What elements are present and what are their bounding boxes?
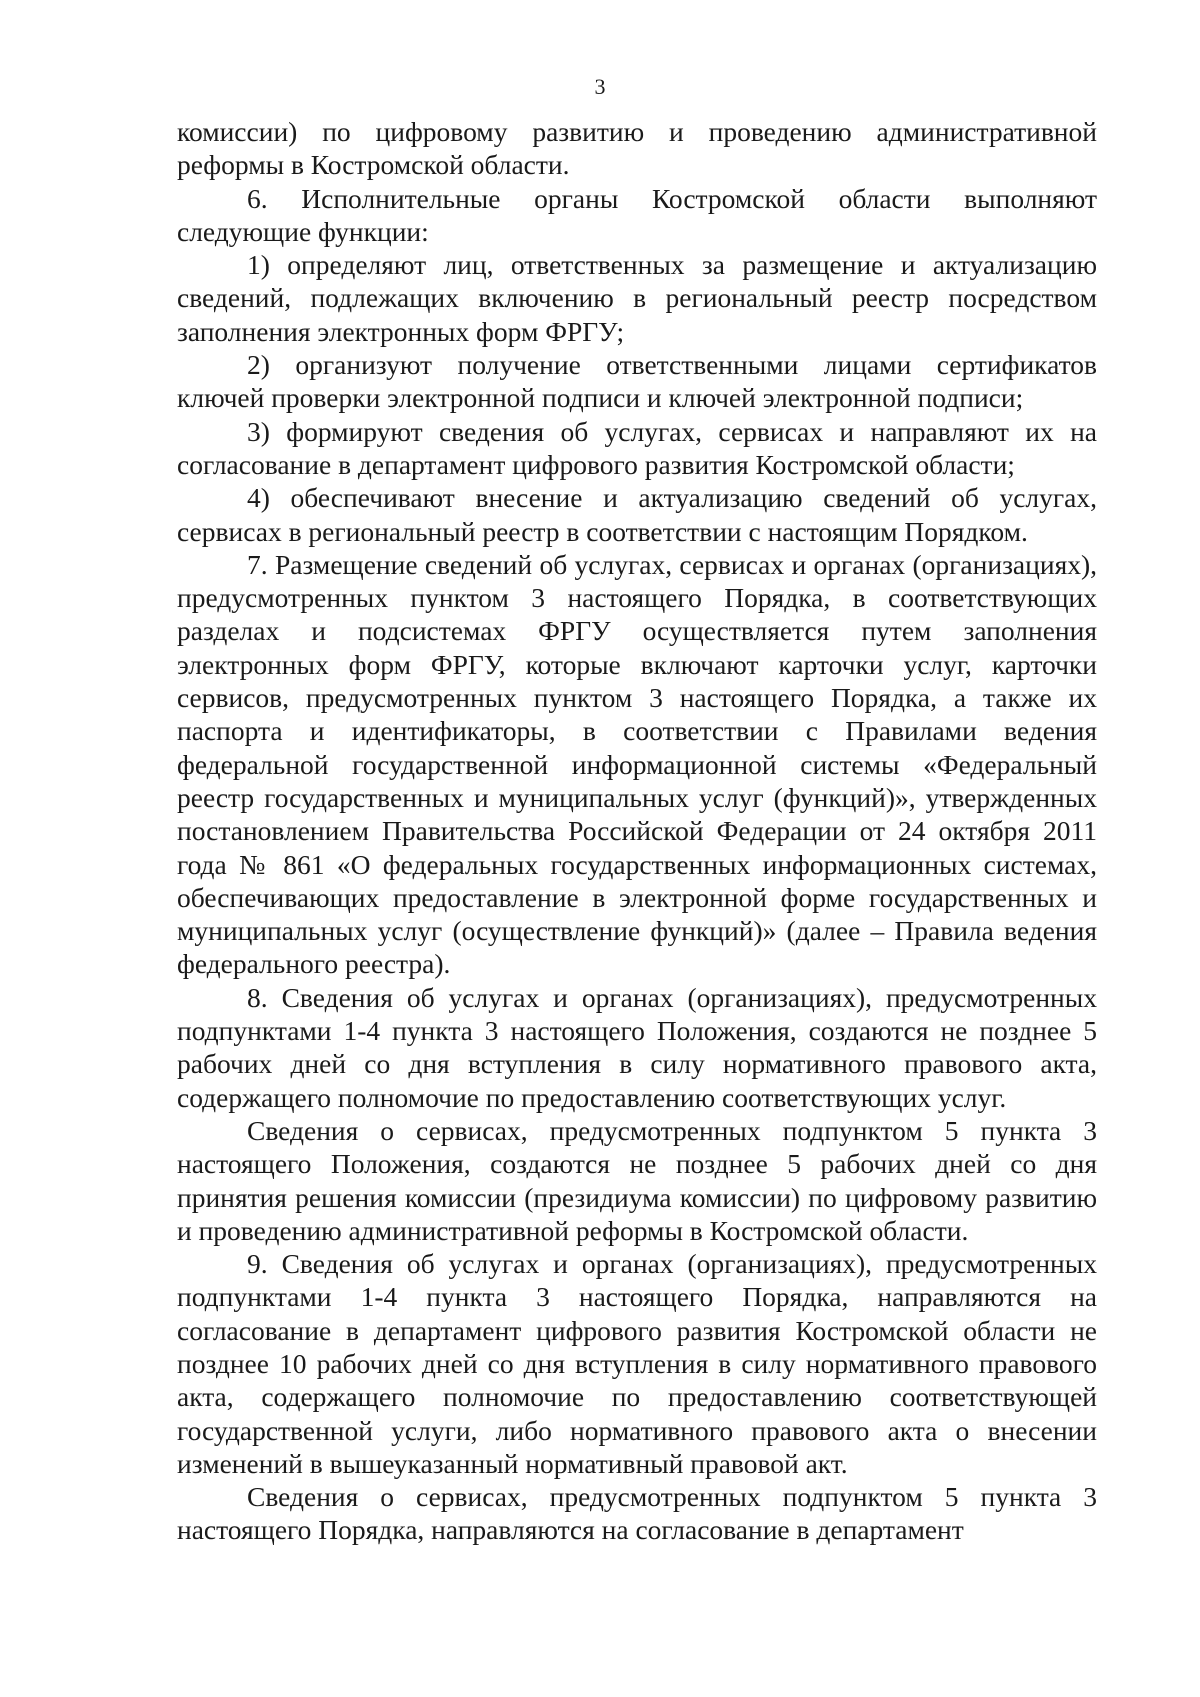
paragraph-subitem-3: 3) формируют сведения об услугах, сервисах и направляют их на согласование в департамент цифрового развития Костромской области; [177,415,1097,480]
page-number: 3 [594,74,606,99]
paragraph-item-8-services: Сведения о сервисах, предусмотренных подпунктом 5 пункта 3 настоящего Положения, создаются не позднее 5 рабочих дней со дня принятия решения комиссии (президиума комиссии) по цифровому развитию и проведению административной реформы в Костромской области. [177,1114,1097,1246]
paragraph-subitem-4: 4) обеспечивают внесение и актуализацию сведений об услугах, сервисах в региональный реестр в соответствии с настоящим Порядком. [177,482,1097,547]
paragraph-subitem-2: 2) организуют получение ответственными лицами сертификатов ключей проверки электронной подписи и ключей электронной подписи; [177,349,1097,414]
paragraph-item-7: 7. Размещение сведений об услугах, сервисах и органах (организациях), предусмотренных пунктом 3 настоящего Порядка, в соответствующих разделах и подсистемах ФРГУ осуществляется путем заполнения электронных форм ФРГУ, которые включают карточки услуг, карточки сервисов, предусмотренных пунктом 3 настоящего Порядка, а также их паспорта и идентификаторы, в соответствии с Правилами ведения федеральной государственной информационной системы «Федеральный реестр государственных и муниципальных услуг (функций)», утвержденных постановлением Правительства Российской Федерации от 24 октября 2011 года № 861 «О федеральных государственных информационных системах, обеспечивающих предоставление в электронной форме государственных и муниципальных услуг (осуществление функций)» (далее – Правила ведения федерального реестра). [177,548,1097,980]
paragraph-item-6: 6. Исполнительные органы Костромской области выполняют следующие функции: [177,182,1097,247]
paragraph-item-9: 9. Сведения об услугах и органах (организациях), предусмотренных подпунктами 1-4 пункта 3 настоящего Порядка, направляются на согласование в департамент цифрового развития Костромской области не позднее 10 рабочих дней со дня вступления в силу нормативного правового акта, содержащего полномочие по предоставлению соответствующей государственной услуги, либо нормативного правового акта о внесении изменений в вышеуказанный нормативный правовой акт. [177,1248,1097,1479]
document-body [177,115,1097,1547]
paragraph-item-8: 8. Сведения об услугах и органах (организациях), предусмотренных подпунктами 1-4 пункта 3 настоящего Положения, создаются не позднее 5 рабочих дней со дня вступления в силу нормативного правового акта, содержащего полномочие по предоставлению соответствующих услуг. [177,981,1097,1113]
paragraph-item-9-services: Сведения о сервисах, предусмотренных подпунктом 5 пункта 3 настоящего Порядка, направляются на согласование в департамент [177,1481,1097,1546]
paragraph-subitem-1: 1) определяют лиц, ответственных за размещение и актуализацию сведений, подлежащих включению в региональный реестр посредством заполнения электронных форм ФРГУ; [177,249,1097,347]
paragraph-continuation: комиссии) по цифровому развитию и проведению административной реформы в Костромской области. [177,116,1097,181]
